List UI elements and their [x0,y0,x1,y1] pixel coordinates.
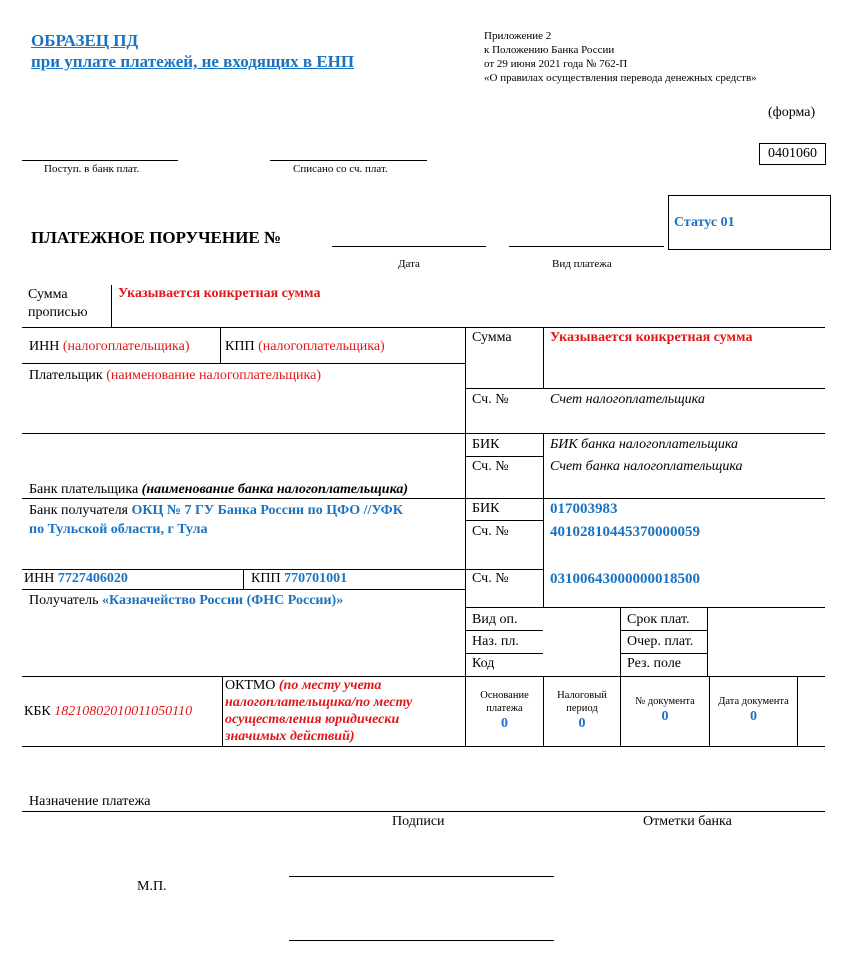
basis-label-line2: платежа [486,703,523,714]
recipient-bank-value-line2: по Тульской области, г Тула [29,522,208,537]
recipient-account-label: Сч. № [472,571,509,586]
payer-kpp [225,339,385,355]
appendix-line: от 29 июня 2021 года № 762-П [484,58,628,70]
recipient-kpp [251,571,347,587]
oktmo-value-line: осуществления юридически [225,712,400,727]
grid-line [465,456,543,457]
code-label: Код [472,656,495,671]
payer-inn-value: (налогоплательщика) [62,339,190,354]
grid-line [243,569,244,589]
debited-label: Списано со сч. плат. [293,163,388,175]
payer-name [29,368,321,384]
sample-title: ОБРАЗЕЦ ПД [31,31,139,50]
recipient-corr-account-label: Сч. № [472,524,509,539]
oktmo [225,677,412,745]
sum-value: Указывается конкретная сумма [550,330,753,345]
op-type-label: Вид оп. [472,612,518,627]
basis-value: 0 [501,716,508,731]
recipient-bik-value: 017003983 [550,501,618,517]
payer-bank-account-label: Сч. № [472,459,509,474]
payer-inn [29,339,190,355]
signature-line [289,940,554,941]
signatures-label: Подписи [392,814,445,829]
grid-line [222,676,223,746]
oktmo-value-line: (по месту учета [278,678,382,693]
grid-line [22,498,825,499]
grid-line [22,433,825,434]
recipient-kpp-label: КПП [251,571,281,586]
amount-words-label [28,286,88,322]
order-number-line [332,246,486,247]
recipient-name-value: «Казначейство России (ФНС России)» [102,593,344,608]
grid-line [620,607,621,676]
grid-line [465,630,543,631]
recipient-inn-value: 7727406020 [57,571,128,586]
reserve-label: Рез. поле [627,656,682,671]
status-value: Статус 01 [674,215,735,230]
grid-line [220,327,221,363]
grid-line [22,363,465,364]
recipient-corr-account-value: 40102810445370000059 [550,524,700,540]
kbk-label: КБК [24,704,51,719]
received-line [22,160,178,161]
grid-line [22,327,825,328]
form-label: (форма) [768,105,816,120]
recipient-kpp-value: 770701001 [284,571,348,586]
doc-number-value: 0 [661,709,669,724]
amount-words-value: Указывается конкретная сумма [118,286,321,301]
amount-words-divider [111,285,112,327]
kbk [24,704,192,720]
payer-bank-value: (наименование банка налогоплательщика) [141,482,408,497]
grid-line [465,520,543,521]
amount-words-label-line1: Сумма [28,287,68,302]
grid-line [22,811,825,812]
payer-inn-label: ИНН [29,339,60,354]
recipient-bank [29,501,461,539]
status-box [668,195,831,250]
bank-marks-label: Отметки банка [643,814,732,829]
recipient-bank-label: Банк получателя [29,503,128,518]
period-label-line2: период [566,703,598,714]
debited-line [270,160,427,161]
sum-label: Сумма [472,330,512,345]
payer-name-label: Плательщик [29,368,103,383]
stamp-label: М.П. [137,879,167,894]
grid-line [465,607,825,608]
payer-bank-label: Банк плательщика [29,482,139,497]
period-value: 0 [578,716,586,731]
order-title: ПЛАТЕЖНОЕ ПОРУЧЕНИЕ № [31,228,282,247]
grid-line [465,388,825,389]
grid-line [797,676,798,746]
recipient-inn-label: ИНН [24,571,55,586]
recipient-bank-value-line1: ОКЦ № 7 ГУ Банка России по ЦФО //УФК [131,503,403,518]
form-code: 0401060 [759,143,826,165]
recipient-name-label: Получатель [29,593,99,608]
grid-line [620,630,707,631]
term-label: Срок плат. [627,612,690,627]
date-line [509,246,664,247]
grid-line [620,653,707,654]
doc-number-label: № документа [635,696,695,707]
payer-bik-label: БИК [472,437,500,452]
doc-date-label: Дата документа [718,696,789,707]
doc-date-value: 0 [750,709,757,724]
period-cell [544,689,620,730]
grid-line [465,653,543,654]
period-label-line1: Налоговый [557,690,607,701]
payer-kpp-value: (налогоплательщика) [258,339,385,354]
doc-number-cell [621,695,709,723]
grid-line [22,569,543,570]
kbk-value: 18210802010011050110 [54,704,193,719]
oktmo-value-line: налогоплательщика/по месту [225,695,413,710]
grid-line [22,746,825,747]
basis-label-line1: Основание [480,690,529,701]
payer-bank [29,482,408,498]
payment-type-label: Вид платежа [552,258,612,270]
grid-line [707,607,708,676]
recipient-inn [24,571,128,587]
appendix-note [484,29,757,85]
payment-purpose-label: Назначение платежа [29,794,151,809]
grid-line [465,327,466,746]
sample-subtitle: при уплате платежей, не входящих в ЕНП [31,52,355,71]
grid-line [543,327,544,388]
purpose-code-label: Наз. пл. [472,634,519,649]
payer-bik-value: БИК банка налогоплательщика [550,437,739,452]
grid-line [543,433,544,607]
grid-line [22,589,465,590]
doc-date-cell [710,695,797,723]
amount-words-label-line2: прописью [28,305,88,320]
grid-line [22,676,825,677]
payer-account-value: Счет налогоплательщика [550,392,705,407]
payer-name-value: (наименование налогоплательщика) [106,368,321,383]
date-label: Дата [398,258,420,270]
oktmo-label: ОКТМО [225,678,276,693]
received-label: Поступ. в банк плат. [44,163,140,175]
oktmo-value-line: значимых действий) [225,729,355,744]
payer-account-label: Сч. № [472,392,509,407]
appendix-line: Приложение 2 [484,30,552,42]
basis-cell [466,689,543,730]
recipient-name [29,593,343,609]
signature-line [289,876,554,877]
recipient-account-value: 03100643000000018500 [550,571,700,587]
queue-label: Очер. плат. [627,634,694,649]
appendix-line: к Положению Банка России [484,44,615,56]
payer-bank-account-value: Счет банка налогоплательщика [550,459,743,474]
appendix-line: «О правилах осуществления перевода денежных средств» [484,72,757,84]
recipient-bik-label: БИК [472,501,500,516]
payer-kpp-label: КПП [225,339,255,354]
